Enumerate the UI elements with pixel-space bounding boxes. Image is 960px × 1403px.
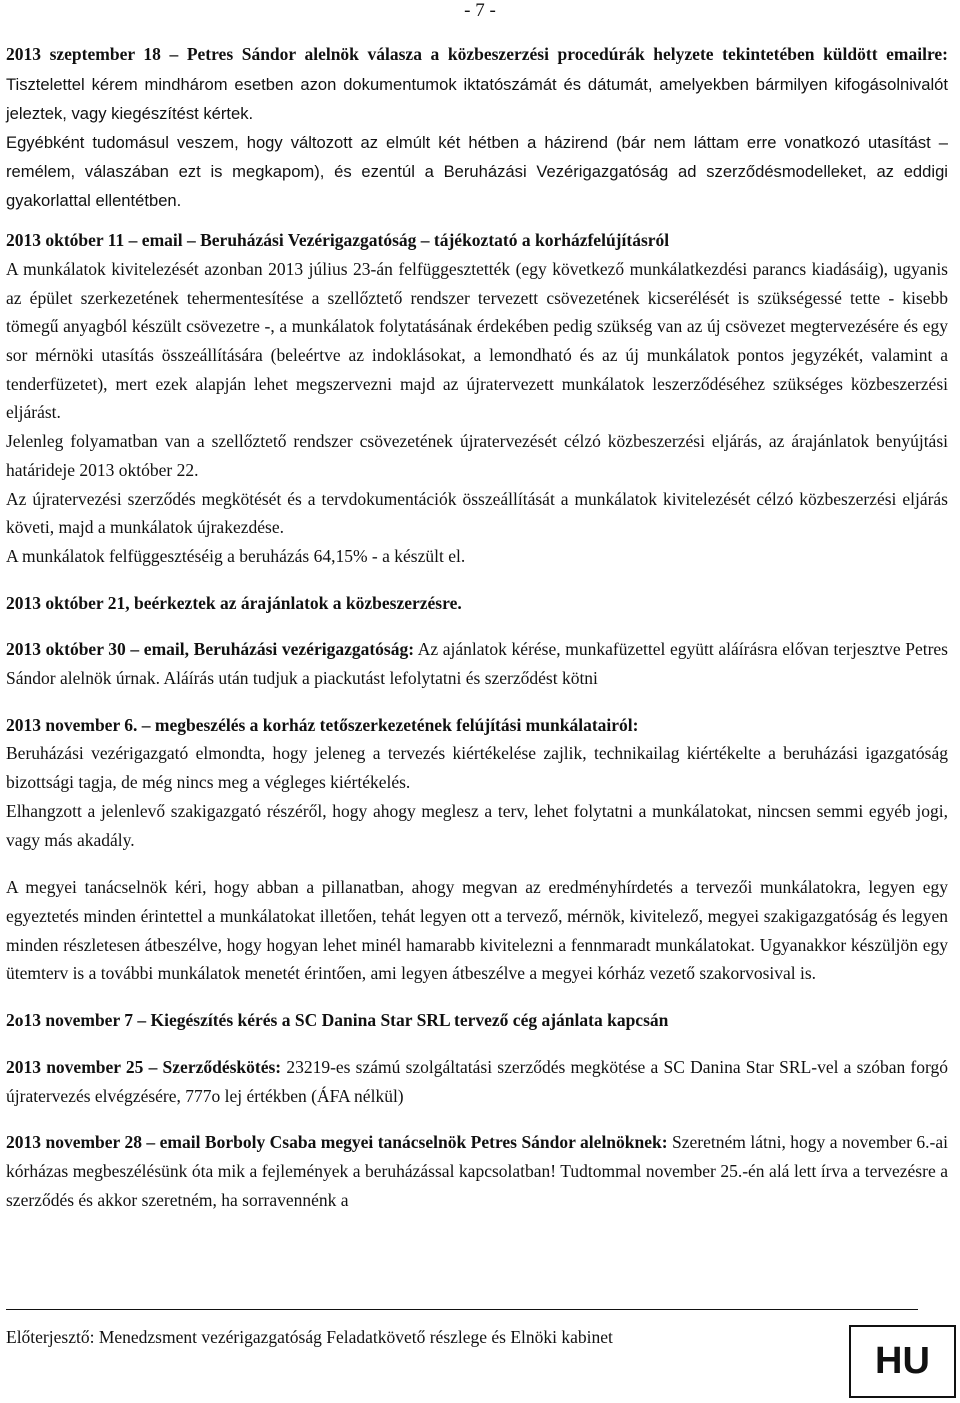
entry-sept-18 [6, 40, 948, 129]
footer-presenter: Előterjesztő: Menedzsment vezérigazgatóság Feladatkövető részlege és Elnöki kabinet [6, 1327, 613, 1347]
paragraph: A megyei tanácselnök kéri, hogy abban a pillanatban, ahogy megvan az eredményhírdetés a tervezői munkálatokra, legyen egy egyeztetés minden érintettel a munkálatokat illetően, tehát legyen ott a tervező, mérnök, kivitelező, megyei szakigazgatóság és legyen minden részletesen átbeszélve, hogy hogyan lehet minél hamarabb kivitelezni a fennmaradt munkálatokat. Ugyanakkor készüljön egy ütemterv is a további munkálatok menetét érintően, ami legyen átbeszélve a megyei kórház vezető szakorvosival is. [6, 877, 948, 984]
entry-heading-nov-7: 2o13 november 7 – Kiegészítés kérés a SC Danina Star SRL tervező cég ajánlata kapcsán [6, 1010, 669, 1031]
country-badge: HU [849, 1325, 956, 1398]
paragraph: Elhangzott a jelenlevő szakigazgató részéről, hogy ahogy meglesz a terv, lehet folytatni a munkálatokat, nincsen semmi egyéb jogi, vagy más akadály. [6, 800, 948, 850]
entry-nov-28 [6, 1128, 948, 1214]
entry-nov-25 [6, 1053, 948, 1110]
entry-heading: 2013 november 25 – Szerződéskötés: [6, 1056, 282, 1077]
entry-heading: 2013 szeptember 18 – Petres Sándor alelnök válasza a közbeszerzési procedúrák helyzete tekintetében küldött emailre: [6, 44, 948, 64]
email-quote-text: Egyébként tudomásul veszem, hogy változott az elmúlt két hétben a házirend (bár nem láttam erre vonatkozó utasítást – remélem, válaszában ezt is megkapom), és ezentúl a Beruházási Vezérigazgatóság ad szerződésmodelleket, az eddigi gyakorlattal ellentétben. [6, 133, 948, 210]
email-quote: Tisztelettel kérem mindhárom esetben azon dokumentumok iktatószámát és dátumát, amelyekben bármilyen kifogásolnivalót jeleztek, vagy kiegészítést kértek. [6, 74, 948, 124]
entry-heading-oct-11: 2013 október 11 – email – Beruházási Vezérigazgatóság – tájékoztató a korházfelújításról [6, 230, 670, 251]
email-quote-continued [6, 129, 948, 215]
paragraph: A munkálatok felfüggesztéséig a beruházás 64,15% - a készült el. [6, 545, 466, 566]
entry-heading: 2013 november 28 – email Borboly Csaba megyei tanácselnök Petres Sándor alelnöknek: [6, 1132, 668, 1153]
page-number: - 7 - [464, 0, 496, 21]
entry-text: Az ajánlatok kérése, munkafüzettel együtt aláírásra elővan terjesztve Petres Sándor alelnök úrnak. Aláírás után tudjuk a piackutást lefolytatni és szerződést kötni [6, 639, 948, 689]
document-body [6, 40, 948, 1214]
paragraph: Jelenleg folyamatban van a szellőztető rendszer csövezetének újratervezését célzó közbeszerzési eljárás, az árajánlatok benyújtási határideje 2013 október 22. [6, 431, 948, 480]
paragraph: Az újratervezési szerződés megkötését és a tervdokumentációk összeállítását a munkálatok kivitelezését célzó közbeszerzési eljárás követi, majd a munkálatok újrakezdése. [6, 488, 948, 538]
paragraph: A munkálatok kivitelezését azonban 2013 július 23-án felfüggesztették (egy következő munkálatkezdési parancs kiadásáig), ugyanis az épület szerkezetének tehermentesítése a szellőztető rendszer tervezett csövezetének kicserélését is szükségessé tette - kisebb tömegű anyagból készült csövezetre -, a munkálatok folytatásának érdekében pedig szükség van az új csövezet megtervezésére és egy sor mérnöki utasítás összeállítására (beleértve az indoklásokat, a lemondható és az új munkálatok pontos jegyzékét, valamint a tenderfüzetet), mert ezek alapján lehet megszervezni majd az újratervezett munkálatok leszerződéséhez szükséges közbeszerzési eljárást. [6, 258, 948, 423]
entry-heading: 2013 október 30 – email, Beruházási vezérigazgatóság: [6, 639, 415, 660]
entry-heading-nov-6: 2013 november 6. – megbeszélés a korház tetőszerkezetének felújítási munkálatairól: [6, 714, 639, 735]
entry-heading-oct-21: 2013 október 21, beérkeztek az árajánlatok a közbeszerzésre. [6, 592, 462, 613]
footer-divider [6, 1309, 918, 1310]
entry-text: 23219-es számú szolgáltatási szerződés megkötése a SC Danina Star SRL-vel a szóban forgó újratervezés elvégzésére, 777o lej értékben (ÁFA nélkül) [6, 1056, 949, 1106]
entry-text: Szeretném látni, hogy a november 6.-ai kórházas megbeszélésünk óta mik a fejlemények a beruházással kapcsolatban! Tudtommal november 25.-én alá lett írva a tervezésre a szerződés és akkor szeretném, ha sorravennénk a [6, 1132, 949, 1210]
entry-oct-30 [6, 635, 948, 692]
paragraph: Beruházási vezérigazgató elmondta, hogy jeleneg a tervezés kiértékelése zajlik, technikailag kiértékelte a beruházási igazgatóság bizottsági tagja, de még nincs meg a végleges kiértékelés. [6, 743, 948, 793]
